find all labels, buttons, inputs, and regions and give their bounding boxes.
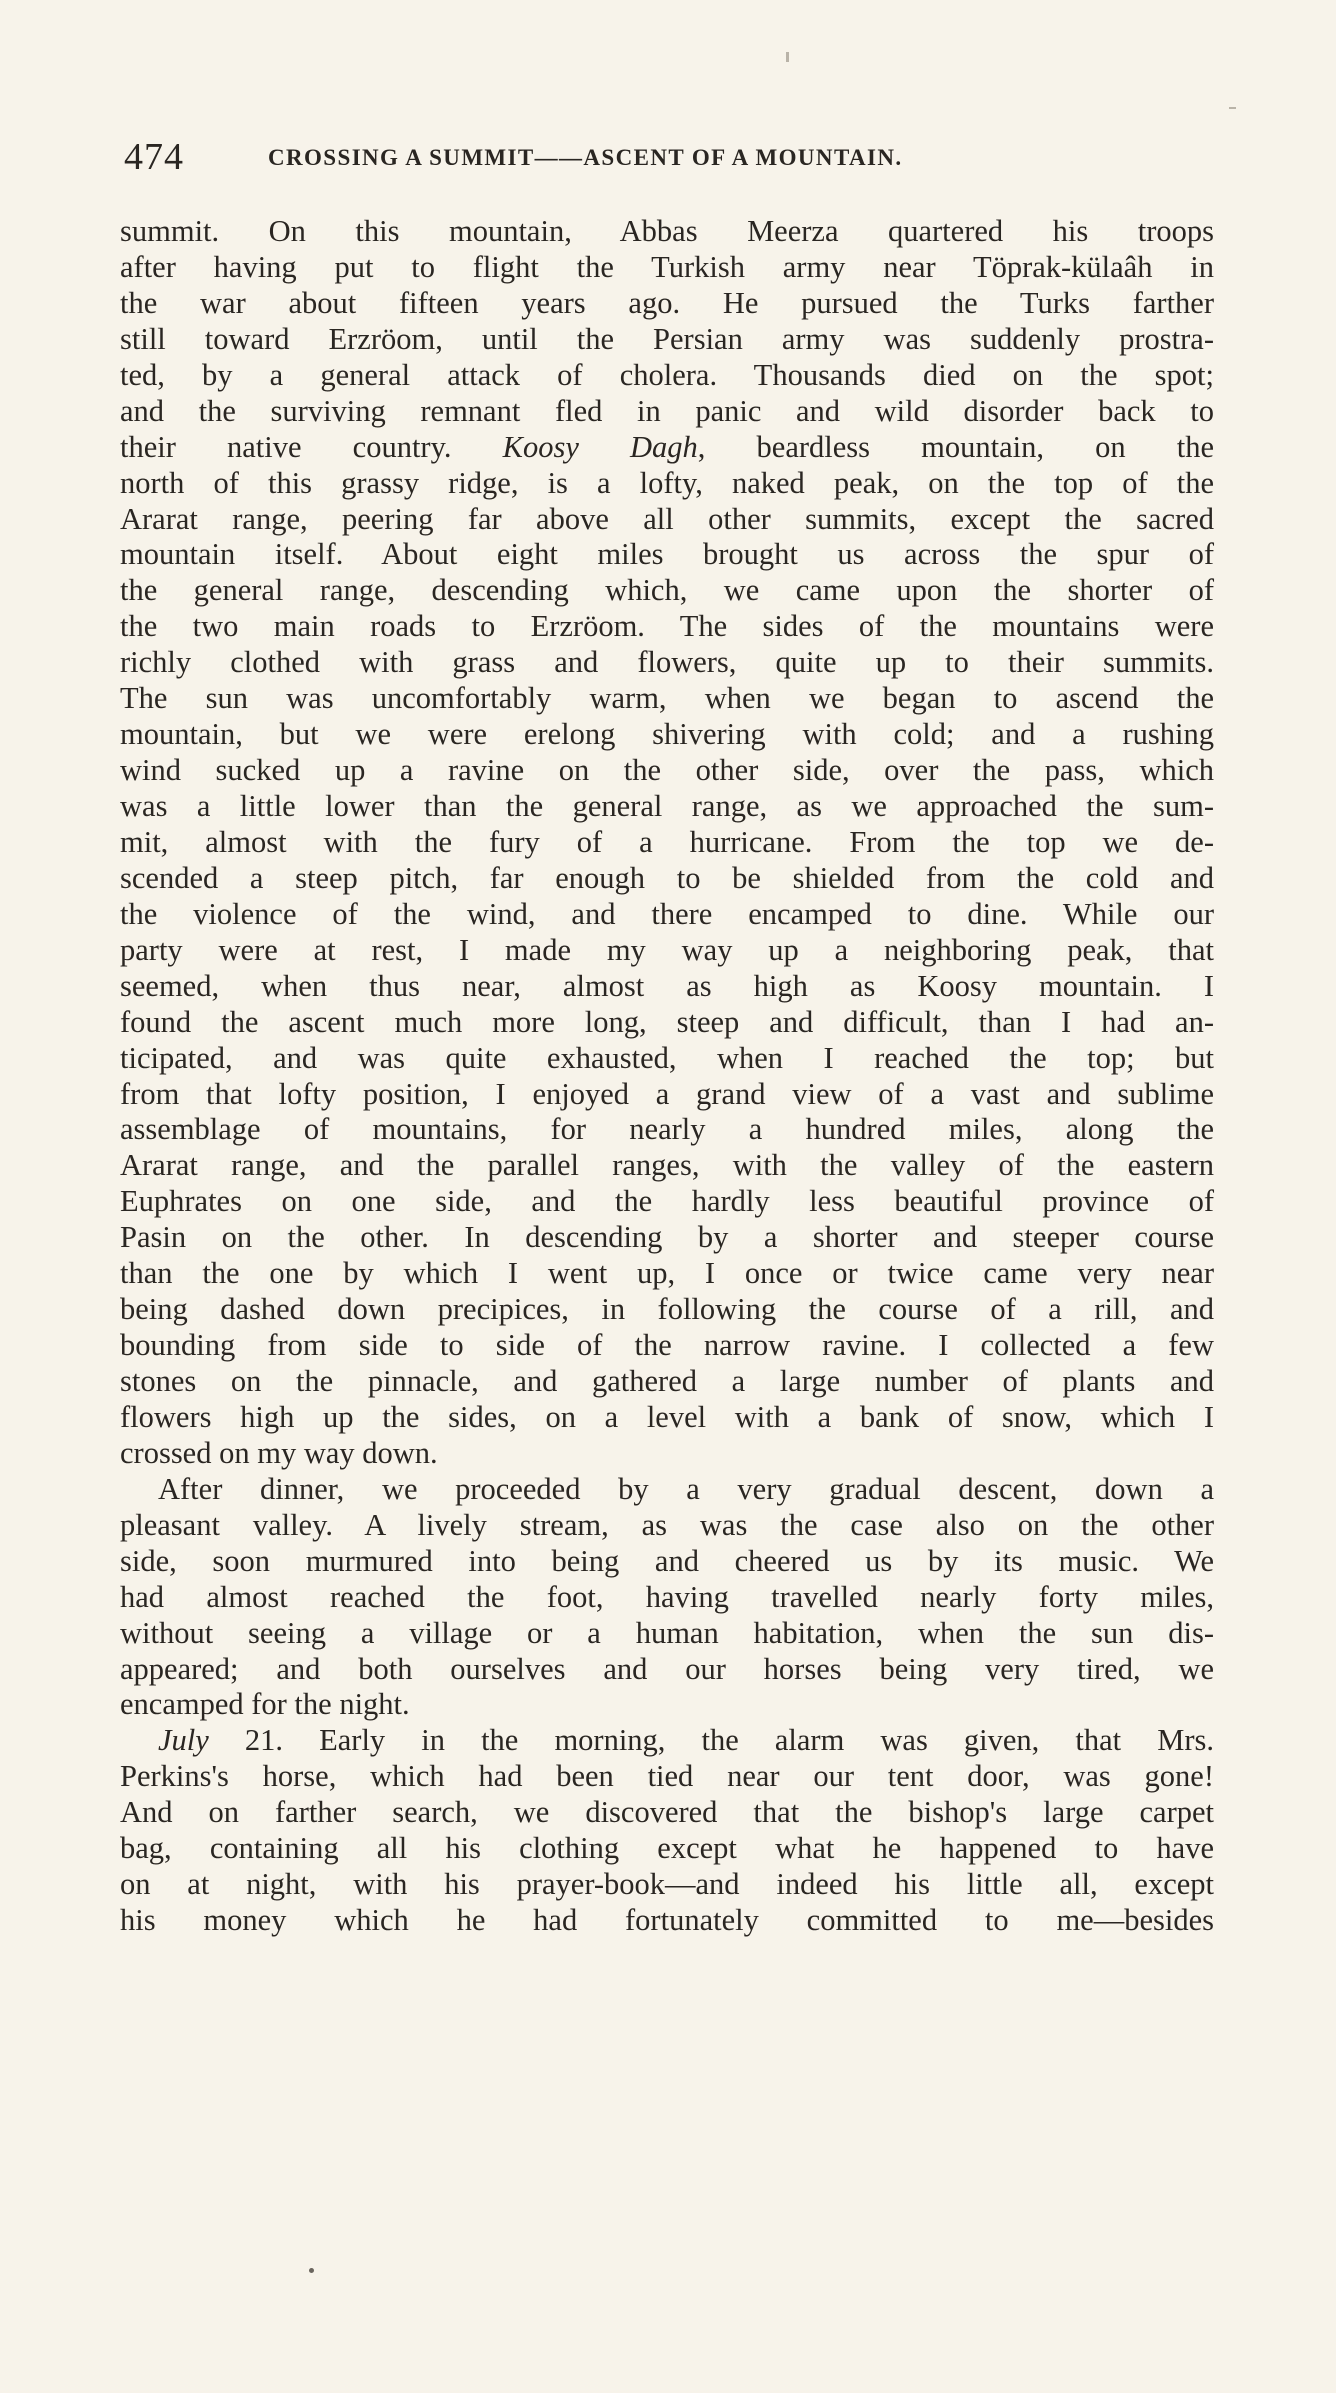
text-line: flowers high up the sides, on a level with a bank of snow, which I [120,1399,1214,1434]
text-line: pleasant valley. A lively stream, as was the case also on the other [120,1507,1214,1542]
text-line: seemed, when thus near, almost as high as Koosy mountain. I [120,968,1214,1003]
italic-place-name: Koosy Dagh [502,429,698,464]
page-number: 474 [124,136,184,178]
text-line: party were at rest, I made my way up a neighboring peak, that [120,932,1214,967]
text-line: north of this grassy ridge, is a lofty, naked peak, on the top of the [120,465,1214,500]
text-line: after having put to flight the Turkish army near Töprak-külaâh in [120,249,1214,284]
text-line: than the one by which I went up, I once or twice came very near [120,1256,1214,1291]
text-line: scended a steep pitch, far enough to be shielded from the cold and [120,860,1214,895]
text-line: the general range, descending which, we came upon the shorter of [120,573,1214,608]
text-line: still toward Erzröom, until the Persian army was suddenly prostra- [120,321,1214,356]
text-line: the war about fifteen years ago. He pursued the Turks farther [120,285,1214,320]
scan-speck [309,2268,314,2273]
text-line: ted, by a general attack of cholera. Thousands died on the spot; [120,357,1214,392]
text-line: side, soon murmured into being and cheered us by its music. We [120,1543,1214,1578]
page-header [124,132,1224,182]
paragraph-end-line: crossed on my way down. [120,1435,438,1470]
text-line: Euphrates on one side, and the hardly less beautiful province of [120,1184,1214,1219]
text-line: without seeing a village or a human habitation, when the sun dis- [120,1615,1214,1650]
paragraph-first-line [120,1723,1214,1759]
text-line: stones on the pinnacle, and gathered a large number of plants and [120,1364,1214,1398]
text-line: had almost reached the foot, having travelled nearly forty miles, [120,1579,1214,1614]
body-text [120,214,1214,1939]
text-line: and the surviving remnant fled in panic and wild disorder back to [120,393,1214,428]
text-line: Pasin on the other. In descending by a shorter and steeper course [120,1220,1214,1255]
text-line: summit. On this mountain, Abbas Meerza quartered his troops [120,214,1214,248]
text-line: assemblage of mountains, for nearly a hundred miles, along the [120,1112,1214,1147]
text-line: bag, containing all his clothing except what he happened to have [120,1831,1214,1866]
text-line: mountain, but we were erelong shivering with cold; and a rushing [120,717,1214,752]
text-line: on at night, with his prayer-book—and indeed his little all, except [120,1867,1214,1902]
text-line: being dashed down precipices, in following the course of a rill, and [120,1292,1214,1327]
running-title: CROSSING A SUMMIT——ASCENT OF A MOUNTAIN. [268,145,903,170]
italic-date: July [158,1723,209,1758]
text-line: wind sucked up a ravine on the other side, over the pass, which [120,753,1214,788]
text-line [120,430,1214,466]
text-line: his money which he had fortunately committed to me—besides [120,1903,1214,1938]
text-line: The sun was uncomfortably warm, when we began to ascend the [120,681,1214,716]
text-line: Ararat range, peering far above all other summits, except the sacred [120,501,1214,536]
text-line: mit, almost with the fury of a hurricane. From the top we de- [120,824,1214,859]
text-line: Perkins's horse, which had been tied near our tent door, was gone! [120,1759,1214,1794]
text-line: Ararat range, and the parallel ranges, with the valley of the eastern [120,1148,1214,1183]
text-line: the violence of the wind, and there encamped to dine. While our [120,896,1214,931]
text-line: from that lofty position, I enjoyed a grand view of a vast and sublime [120,1076,1214,1111]
text-line: found the ascent much more long, steep and difficult, than I had an- [120,1004,1214,1039]
text-line: was a little lower than the general range, as we approached the sum- [120,789,1214,823]
paragraph-end-line: encamped for the night. [120,1687,410,1722]
scan-mark [786,52,789,62]
text-line: bounding from side to side of the narrow ravine. I collected a few [120,1328,1214,1363]
text-segment: their native country. [120,429,452,464]
text-line: mountain itself. About eight miles brought us across the spur of [120,537,1214,572]
text-segment: 21. Early in the morning, the alarm was given, that Mrs. [208,1723,1214,1758]
text-line: ticipated, and was quite exhausted, when I reached the top; but [120,1040,1214,1075]
text-segment: , beardless mountain, on the [697,429,1214,464]
text-line: And on farther search, we discovered that the bishop's large carpet [120,1795,1214,1830]
text-line: appeared; and both ourselves and our horses being very tired, we [120,1651,1214,1686]
paragraph-first-line: After dinner, we proceeded by a very gradual descent, down a [158,1471,1214,1506]
text-line: richly clothed with grass and flowers, quite up to their summits. [120,645,1214,680]
text-line: the two main roads to Erzröom. The sides of the mountains were [120,609,1214,644]
scan-mark [1229,107,1236,109]
